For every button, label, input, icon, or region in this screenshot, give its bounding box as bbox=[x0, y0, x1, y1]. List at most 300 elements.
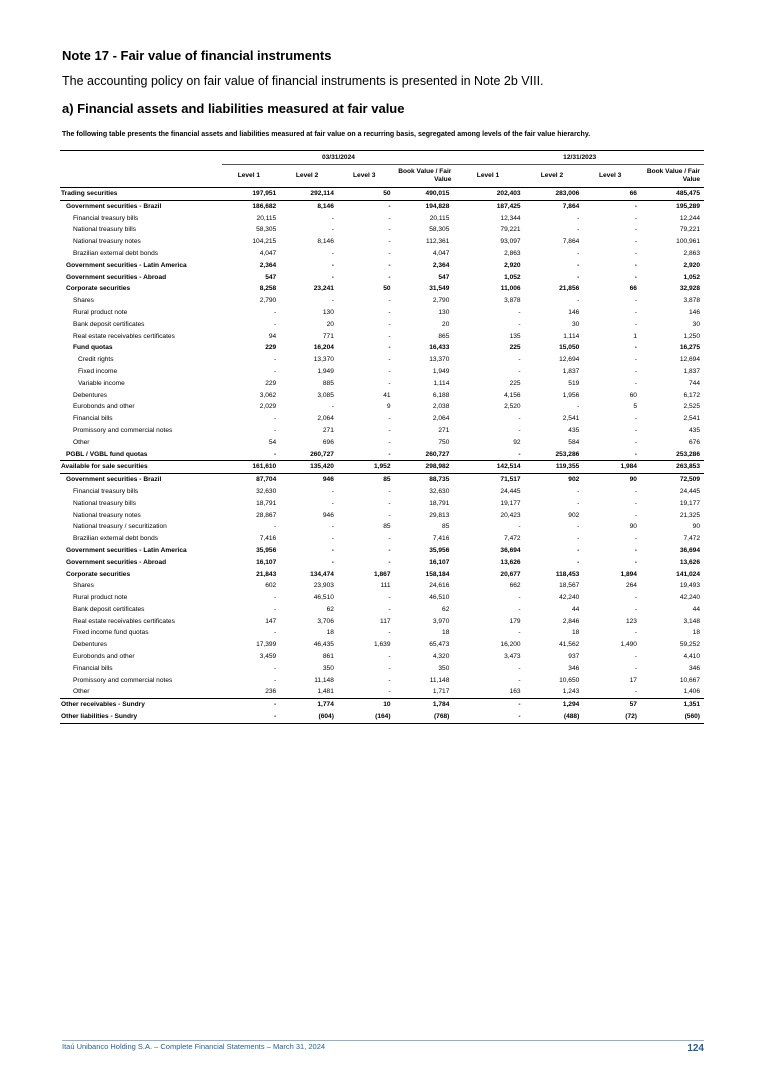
period-current: 03/31/2024 bbox=[222, 151, 456, 165]
cell-value: - bbox=[274, 367, 277, 375]
cell-value: 18,567 bbox=[559, 582, 580, 590]
row-label: National treasury bills bbox=[73, 499, 137, 507]
cell-value: 16,204 bbox=[313, 344, 334, 352]
cell-value: 35,956 bbox=[429, 546, 450, 554]
cell-value: 30 bbox=[571, 320, 580, 328]
row-label: Shares bbox=[73, 582, 94, 590]
col-header: Level 2 bbox=[280, 165, 338, 188]
cell-value: 4,047 bbox=[259, 249, 277, 257]
cell-value: - bbox=[634, 629, 637, 637]
cell-value: 21,843 bbox=[256, 570, 277, 578]
header-blank bbox=[60, 151, 222, 165]
cell-value: - bbox=[634, 594, 637, 602]
cell-value: - bbox=[577, 535, 580, 543]
cell-value: - bbox=[274, 629, 277, 637]
row-label: National treasury notes bbox=[73, 238, 141, 246]
cell-value: 135 bbox=[509, 332, 521, 340]
table-row bbox=[60, 401, 704, 413]
cell-value: 60 bbox=[629, 391, 637, 399]
table-row bbox=[60, 295, 704, 307]
row-label: Brazilian external debt bonds bbox=[73, 535, 159, 543]
cell-value: 123 bbox=[625, 617, 637, 625]
cell-value: - bbox=[331, 487, 334, 495]
cell-value: (768) bbox=[395, 711, 456, 723]
cell-value: - bbox=[634, 415, 637, 423]
cell-value: 16,107 bbox=[256, 558, 277, 566]
cell-value: - bbox=[388, 558, 391, 566]
cell-value: - bbox=[518, 594, 521, 602]
cell-value: 15,050 bbox=[559, 344, 580, 352]
table-row bbox=[60, 272, 704, 284]
cell-value: 119,355 bbox=[525, 461, 584, 474]
col-header: Level 1 bbox=[455, 165, 524, 188]
cell-value: 2,541 bbox=[683, 415, 700, 423]
cell-value: 1,894 bbox=[620, 570, 637, 578]
cell-value: - bbox=[388, 273, 391, 281]
row-label: Other liabilities - Sundry bbox=[60, 711, 222, 723]
table-row bbox=[60, 486, 704, 498]
cell-value: 7,864 bbox=[562, 238, 580, 246]
row-label: Other bbox=[73, 688, 90, 696]
cell-value: - bbox=[634, 546, 637, 554]
cell-value: - bbox=[388, 676, 391, 684]
cell-value: 32,630 bbox=[256, 487, 277, 495]
cell-value: 135,420 bbox=[280, 461, 338, 474]
row-label: Financial treasury bills bbox=[73, 214, 139, 222]
cell-value: - bbox=[388, 688, 391, 696]
cell-value: 17,399 bbox=[256, 641, 277, 649]
row-label: Financial bills bbox=[73, 664, 113, 672]
cell-value: - bbox=[577, 546, 580, 554]
cell-value: 44 bbox=[692, 605, 700, 613]
table-row bbox=[60, 461, 704, 474]
row-label: Fixed income bbox=[78, 367, 118, 375]
table-row bbox=[60, 521, 704, 533]
cell-value: 1,837 bbox=[562, 367, 580, 375]
cell-value: 24,616 bbox=[429, 582, 450, 590]
table-row bbox=[60, 639, 704, 651]
cell-value: 31,549 bbox=[429, 285, 450, 293]
cell-value: 90 bbox=[629, 523, 637, 531]
cell-value: - bbox=[634, 344, 637, 352]
table-row bbox=[60, 248, 704, 260]
cell-value: 20,115 bbox=[256, 214, 277, 222]
cell-value: 744 bbox=[688, 379, 700, 387]
section-title: a) Financial assets and liabilities measured at fair value bbox=[62, 101, 405, 116]
page-number: 124 bbox=[687, 1043, 704, 1054]
table-row bbox=[60, 390, 704, 402]
cell-value: 24,445 bbox=[679, 487, 700, 495]
cell-value: 3,970 bbox=[432, 617, 450, 625]
cell-value: 134,474 bbox=[310, 570, 334, 578]
cell-value: 1,639 bbox=[374, 641, 391, 649]
cell-value: 4,320 bbox=[432, 653, 450, 661]
cell-value: - bbox=[577, 297, 580, 305]
cell-value: 1,052 bbox=[504, 273, 521, 281]
cell-value: 263,853 bbox=[641, 461, 704, 474]
col-header: Level 2 bbox=[525, 165, 584, 188]
cell-value: (560) bbox=[641, 711, 704, 723]
cell-value: - bbox=[518, 415, 521, 423]
table-row bbox=[60, 236, 704, 248]
footer-rule bbox=[62, 1040, 704, 1041]
cell-value: - bbox=[518, 629, 521, 637]
cell-value: - bbox=[518, 676, 521, 684]
cell-value: - bbox=[577, 214, 580, 222]
cell-value: 1,956 bbox=[562, 391, 580, 399]
cell-value: 3,878 bbox=[683, 297, 700, 305]
cell-value: 90 bbox=[629, 476, 637, 484]
cell-value: - bbox=[274, 415, 277, 423]
cell-value: 9 bbox=[386, 403, 391, 411]
table-row bbox=[60, 569, 704, 581]
row-label: Corporate securities bbox=[66, 285, 131, 293]
cell-value: 298,982 bbox=[395, 461, 456, 474]
cell-value: 21,325 bbox=[679, 511, 700, 519]
table-row bbox=[60, 354, 704, 366]
cell-value: - bbox=[388, 426, 391, 434]
cell-value: 42,240 bbox=[679, 594, 700, 602]
cell-value: - bbox=[274, 676, 277, 684]
cell-value: 46,435 bbox=[313, 641, 334, 649]
cell-value: 12,244 bbox=[679, 214, 700, 222]
row-label: Rural product note bbox=[73, 308, 128, 316]
row-label: National treasury notes bbox=[73, 511, 141, 519]
cell-value: 18 bbox=[326, 629, 334, 637]
cell-value: 85 bbox=[383, 476, 391, 484]
cell-value: - bbox=[331, 297, 334, 305]
cell-value: - bbox=[634, 535, 637, 543]
cell-value: - bbox=[222, 699, 281, 711]
cell-value: - bbox=[634, 499, 637, 507]
table-row bbox=[60, 425, 704, 437]
cell-value: 12,344 bbox=[500, 214, 521, 222]
cell-value: - bbox=[338, 449, 395, 461]
cell-value: 20 bbox=[326, 320, 334, 328]
cell-value: - bbox=[634, 297, 637, 305]
cell-value: - bbox=[331, 261, 334, 269]
column-header-row bbox=[60, 165, 704, 188]
cell-value: - bbox=[455, 711, 524, 723]
cell-value: 225 bbox=[509, 344, 521, 352]
cell-value: 179 bbox=[509, 617, 521, 625]
cell-value: 1,406 bbox=[683, 688, 700, 696]
cell-value: 20,677 bbox=[500, 570, 521, 578]
cell-value: - bbox=[274, 605, 277, 613]
cell-value: - bbox=[634, 249, 637, 257]
cell-value: 50 bbox=[383, 285, 391, 293]
cell-value: - bbox=[274, 594, 277, 602]
row-label: National treasury / securitization bbox=[73, 523, 167, 531]
cell-value: - bbox=[634, 511, 637, 519]
cell-value: - bbox=[388, 438, 391, 446]
table-row bbox=[60, 224, 704, 236]
cell-value: 260,727 bbox=[395, 449, 456, 461]
cell-value: 350 bbox=[438, 664, 450, 672]
cell-value: 253,286 bbox=[525, 449, 584, 461]
table-row bbox=[60, 200, 704, 212]
cell-value: 35,956 bbox=[256, 546, 277, 554]
cell-value: 146 bbox=[688, 308, 700, 316]
cell-value: 42,240 bbox=[559, 594, 580, 602]
table-row bbox=[60, 474, 704, 486]
cell-value: 16,433 bbox=[429, 344, 450, 352]
cell-value: - bbox=[388, 356, 391, 364]
cell-value: 100,961 bbox=[676, 238, 700, 246]
cell-value: - bbox=[634, 356, 637, 364]
table-row bbox=[60, 413, 704, 425]
cell-value: - bbox=[331, 558, 334, 566]
cell-value: 104,215 bbox=[252, 238, 277, 246]
cell-value: - bbox=[388, 344, 391, 352]
cell-value: 44 bbox=[571, 605, 580, 613]
row-label: Eurobonds and other bbox=[73, 653, 135, 661]
cell-value: - bbox=[388, 511, 391, 519]
cell-value: 225 bbox=[509, 379, 521, 387]
cell-value: 229 bbox=[265, 344, 277, 352]
cell-value: 16,275 bbox=[679, 344, 700, 352]
cell-value: 346 bbox=[688, 664, 700, 672]
cell-value: - bbox=[455, 449, 524, 461]
cell-value: - bbox=[518, 523, 521, 531]
cell-value: 118,453 bbox=[555, 570, 580, 578]
cell-value: 435 bbox=[568, 426, 580, 434]
table-row bbox=[60, 449, 704, 461]
cell-value: 4,047 bbox=[432, 249, 450, 257]
cell-value: - bbox=[388, 238, 391, 246]
cell-value: - bbox=[331, 546, 334, 554]
cell-value: - bbox=[222, 711, 281, 723]
cell-value: - bbox=[388, 320, 391, 328]
table-row bbox=[60, 651, 704, 663]
cell-value: 547 bbox=[265, 273, 277, 281]
cell-value: - bbox=[634, 558, 637, 566]
cell-value: - bbox=[331, 499, 334, 507]
cell-value: - bbox=[634, 605, 637, 613]
cell-value: 58,305 bbox=[429, 226, 450, 234]
cell-value: 11,148 bbox=[429, 676, 450, 684]
table-row bbox=[60, 533, 704, 545]
cell-value: 20,115 bbox=[429, 214, 450, 222]
cell-value: 66 bbox=[583, 188, 641, 201]
cell-value: 2,846 bbox=[562, 617, 580, 625]
table-row bbox=[60, 342, 704, 354]
cell-value: - bbox=[331, 273, 334, 281]
cell-value: - bbox=[331, 214, 334, 222]
cell-value: 187,425 bbox=[496, 202, 521, 210]
cell-value: 696 bbox=[322, 438, 334, 446]
cell-value: 946 bbox=[322, 511, 334, 519]
cell-value: - bbox=[577, 261, 580, 269]
cell-value: 2,064 bbox=[317, 415, 334, 423]
cell-value: 750 bbox=[438, 438, 450, 446]
cell-value: - bbox=[274, 320, 277, 328]
table-row bbox=[60, 319, 704, 331]
cell-value: 202,403 bbox=[455, 188, 524, 201]
cell-value: 490,015 bbox=[395, 188, 456, 201]
cell-value: - bbox=[388, 629, 391, 637]
cell-value: 161,610 bbox=[222, 461, 281, 474]
cell-value: 271 bbox=[322, 426, 334, 434]
cell-value: - bbox=[388, 605, 391, 613]
cell-value: 2,525 bbox=[683, 403, 700, 411]
cell-value: 1,294 bbox=[525, 699, 584, 711]
cell-value: 2,790 bbox=[432, 297, 450, 305]
row-label: Real estate receivables certificates bbox=[73, 617, 175, 625]
cell-value: - bbox=[634, 367, 637, 375]
cell-value: - bbox=[274, 356, 277, 364]
cell-value: - bbox=[331, 249, 334, 257]
cell-value: - bbox=[388, 546, 391, 554]
cell-value: - bbox=[577, 558, 580, 566]
table-row bbox=[60, 510, 704, 522]
cell-value: - bbox=[518, 367, 521, 375]
table-row bbox=[60, 331, 704, 343]
cell-value: - bbox=[518, 664, 521, 672]
cell-value: 1,949 bbox=[317, 367, 334, 375]
cell-value: - bbox=[388, 261, 391, 269]
cell-value: 3,085 bbox=[317, 391, 334, 399]
cell-value: 41,562 bbox=[559, 641, 580, 649]
cell-value: 264 bbox=[625, 582, 637, 590]
cell-value: 1,052 bbox=[683, 273, 700, 281]
cell-value: - bbox=[331, 226, 334, 234]
cell-value: 146 bbox=[568, 308, 580, 316]
table-row bbox=[60, 188, 704, 201]
cell-value: 186,682 bbox=[252, 202, 277, 210]
table-row bbox=[60, 260, 704, 272]
cell-value: 58,305 bbox=[256, 226, 277, 234]
col-header: Level 3 bbox=[583, 165, 641, 188]
cell-value: 5 bbox=[633, 403, 637, 411]
cell-value: 885 bbox=[322, 379, 334, 387]
row-label: Other receivables - Sundry bbox=[60, 699, 222, 711]
row-label: Financial treasury bills bbox=[73, 487, 139, 495]
cell-value: 283,006 bbox=[525, 188, 584, 201]
cell-value: - bbox=[274, 308, 277, 316]
col-header: Level 3 bbox=[338, 165, 395, 188]
table-row bbox=[60, 437, 704, 449]
cell-value: 112,361 bbox=[426, 238, 450, 246]
row-label: Government securities - Brazil bbox=[66, 202, 162, 210]
cell-value: 30 bbox=[692, 320, 700, 328]
cell-value: 3,062 bbox=[259, 391, 277, 399]
cell-value: 1,774 bbox=[280, 699, 338, 711]
cell-value: 18,791 bbox=[256, 499, 277, 507]
cell-value: 46,510 bbox=[313, 594, 334, 602]
cell-value: 130 bbox=[322, 308, 334, 316]
table-body bbox=[60, 188, 704, 724]
cell-value: 2,064 bbox=[432, 415, 450, 423]
cell-value: - bbox=[274, 426, 277, 434]
cell-value: 1,114 bbox=[563, 332, 580, 340]
table-row bbox=[60, 366, 704, 378]
cell-value: 1,250 bbox=[683, 332, 700, 340]
cell-value: 292,114 bbox=[280, 188, 338, 201]
cell-value: 7,472 bbox=[683, 535, 700, 543]
row-label: Variable income bbox=[78, 379, 125, 387]
cell-value: (488) bbox=[525, 711, 584, 723]
cell-value: 65,473 bbox=[429, 641, 450, 649]
cell-value: - bbox=[577, 499, 580, 507]
cell-value: 79,221 bbox=[679, 226, 700, 234]
row-label: Financial bills bbox=[73, 415, 113, 423]
table-row bbox=[60, 307, 704, 319]
period-previous: 12/31/2023 bbox=[455, 151, 704, 165]
cell-value: 10,650 bbox=[559, 676, 580, 684]
cell-value: 79,221 bbox=[500, 226, 521, 234]
cell-value: - bbox=[634, 320, 637, 328]
cell-value: 16,200 bbox=[500, 641, 521, 649]
cell-value: 195,289 bbox=[676, 202, 700, 210]
cell-value: 260,727 bbox=[280, 449, 338, 461]
cell-value: 21,856 bbox=[559, 285, 580, 293]
cell-value: - bbox=[388, 653, 391, 661]
cell-value: 1,984 bbox=[583, 461, 641, 474]
cell-value: 485,475 bbox=[641, 188, 704, 201]
cell-value: - bbox=[388, 226, 391, 234]
cell-value: 18 bbox=[571, 629, 580, 637]
cell-value: 111 bbox=[380, 582, 391, 590]
cell-value: 32,928 bbox=[679, 285, 700, 293]
cell-value: 54 bbox=[268, 438, 277, 446]
cell-value: - bbox=[634, 238, 637, 246]
cell-value: 85 bbox=[442, 523, 450, 531]
cell-value: 519 bbox=[568, 379, 580, 387]
cell-value: - bbox=[331, 403, 334, 411]
cell-value: 66 bbox=[629, 285, 637, 293]
cell-value: 23,903 bbox=[313, 582, 334, 590]
cell-value: 2,364 bbox=[432, 261, 450, 269]
row-label: Brazilian external debt bonds bbox=[73, 249, 159, 257]
cell-value: - bbox=[388, 415, 391, 423]
row-label: Rural product note bbox=[73, 594, 128, 602]
cell-value: 2,364 bbox=[259, 261, 277, 269]
cell-value: - bbox=[577, 403, 580, 411]
cell-value: 46,510 bbox=[429, 594, 450, 602]
cell-value: 8,146 bbox=[317, 238, 334, 246]
table-row bbox=[60, 545, 704, 557]
cell-value: 1,949 bbox=[432, 367, 450, 375]
cell-value: 902 bbox=[568, 476, 580, 484]
cell-value: 36,694 bbox=[679, 546, 700, 554]
cell-value: 602 bbox=[265, 582, 277, 590]
cell-value: - bbox=[634, 226, 637, 234]
cell-value: 662 bbox=[509, 582, 521, 590]
cell-value: 7,472 bbox=[504, 535, 521, 543]
cell-value: 141,024 bbox=[676, 570, 700, 578]
row-label: Bank deposit certificates bbox=[73, 320, 145, 328]
cell-value: - bbox=[634, 426, 637, 434]
cell-value: 7,416 bbox=[259, 535, 277, 543]
cell-value: 771 bbox=[322, 332, 334, 340]
cell-value: 28,867 bbox=[256, 511, 277, 519]
intro-text: The accounting policy on fair value of financial instruments is presented in Note 2b VIII. bbox=[62, 74, 544, 88]
row-label: Promissory and commercial notes bbox=[73, 676, 173, 684]
cell-value: 87,704 bbox=[256, 476, 277, 484]
row-label: Debentures bbox=[73, 641, 108, 649]
cell-value: 861 bbox=[322, 653, 334, 661]
row-label: Government securities - Latin America bbox=[66, 546, 187, 554]
cell-value: - bbox=[518, 308, 521, 316]
cell-value: 11,148 bbox=[314, 676, 334, 684]
cell-value: 584 bbox=[568, 438, 580, 446]
cell-value: 3,459 bbox=[259, 653, 277, 661]
cell-value: - bbox=[634, 214, 637, 222]
cell-value: 2,029 bbox=[259, 403, 277, 411]
cell-value: - bbox=[577, 249, 580, 257]
cell-value: - bbox=[388, 332, 391, 340]
